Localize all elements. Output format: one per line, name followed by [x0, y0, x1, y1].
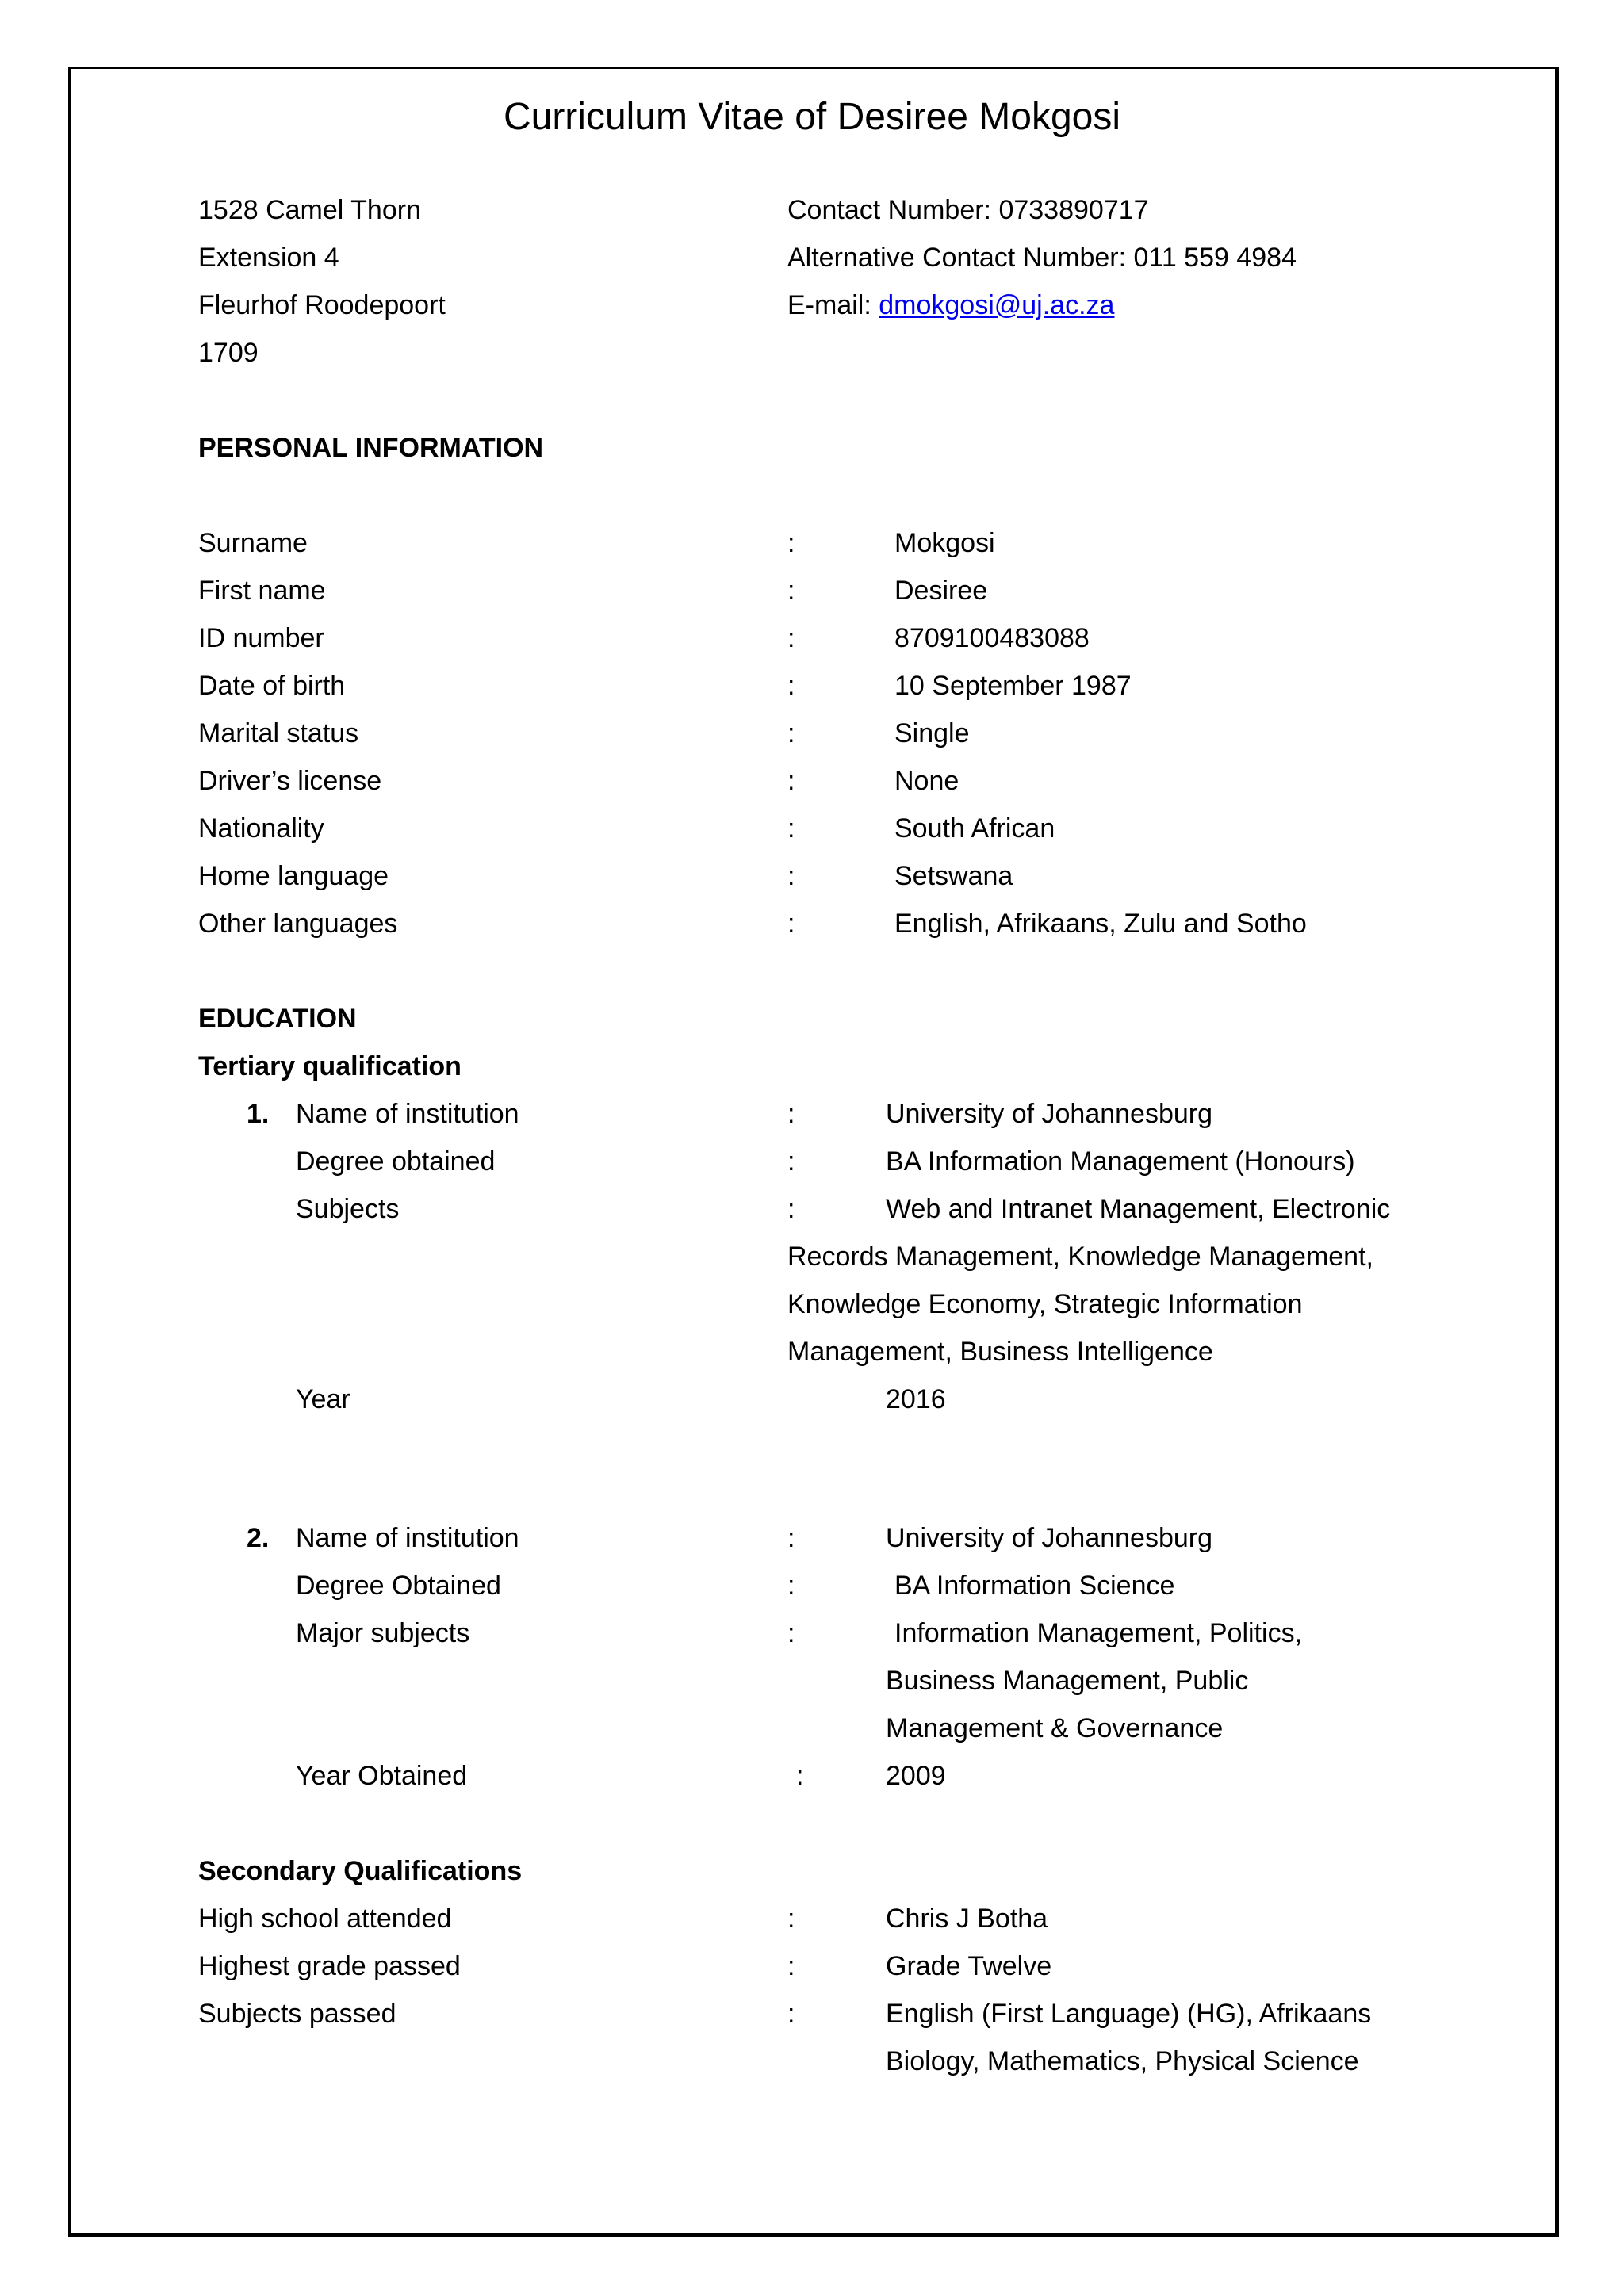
- field-label: First name: [198, 576, 326, 606]
- field-separator: :: [787, 1099, 795, 1129]
- qualification-number: 2.: [247, 1523, 270, 1553]
- field-value: Setswana: [894, 861, 1013, 891]
- qualification-number: 1.: [247, 1099, 270, 1129]
- field-separator: :: [787, 671, 795, 701]
- field-label: Driver’s license: [198, 766, 382, 796]
- field-value: University of Johannesburg: [886, 1099, 1213, 1129]
- address-line: 1528 Camel Thorn: [198, 195, 421, 225]
- field-label: Nationality: [198, 813, 324, 844]
- contact-number-row: [787, 194, 1149, 226]
- subjects-line: Knowledge Economy, Strategic Information: [787, 1289, 1303, 1319]
- alt-contact-row: [787, 242, 1297, 274]
- field-value: 10 September 1987: [894, 671, 1132, 701]
- field-separator: :: [787, 1904, 795, 1934]
- field-separator: :: [787, 1194, 795, 1224]
- subjects-line: Web and Intranet Management, Electronic: [886, 1194, 1391, 1224]
- field-separator: :: [787, 861, 795, 891]
- field-separator: :: [787, 718, 795, 748]
- field-separator: :: [787, 1146, 795, 1177]
- field-label: Subjects passed: [198, 1999, 396, 2029]
- field-value: BA Information Science: [894, 1571, 1175, 1601]
- field-separator: :: [787, 813, 795, 844]
- contact-number-label: Contact Number:: [787, 195, 991, 225]
- subjects-line: Records Management, Knowledge Management,: [787, 1242, 1373, 1272]
- address-line: 1709: [198, 338, 259, 368]
- field-value: Mokgosi: [894, 528, 995, 558]
- field-label: Other languages: [198, 909, 398, 939]
- document-title: Curriculum Vitae of Desiree Mokgosi: [503, 96, 1121, 138]
- field-value: University of Johannesburg: [886, 1523, 1213, 1553]
- field-separator: :: [787, 1951, 795, 1981]
- subjects-line: Biology, Mathematics, Physical Science: [886, 2046, 1359, 2076]
- field-value: 8709100483088: [894, 623, 1090, 653]
- field-label: Highest grade passed: [198, 1951, 461, 1981]
- field-value: Desiree: [894, 576, 988, 606]
- field-separator: :: [787, 1523, 795, 1553]
- field-value: None: [894, 766, 959, 796]
- field-label: Name of institution: [296, 1099, 519, 1129]
- alt-contact-label: Alternative Contact Number:: [787, 243, 1127, 273]
- address-line: Extension 4: [198, 243, 339, 273]
- subjects-line: English (First Language) (HG), Afrikaans: [886, 1999, 1372, 2029]
- field-value: Grade Twelve: [886, 1951, 1052, 1981]
- personal-info-heading: PERSONAL INFORMATION: [198, 433, 544, 463]
- field-separator: :: [787, 1571, 795, 1601]
- field-label: Degree obtained: [296, 1146, 496, 1177]
- field-value: Single: [894, 718, 970, 748]
- field-separator: :: [796, 1761, 804, 1791]
- field-label: Surname: [198, 528, 308, 558]
- field-separator: :: [787, 623, 795, 653]
- field-value: English, Afrikaans, Zulu and Sotho: [894, 909, 1307, 939]
- field-value: BA Information Management (Honours): [886, 1146, 1355, 1177]
- field-separator: :: [787, 528, 795, 558]
- education-heading: EDUCATION: [198, 1004, 357, 1034]
- field-label: High school attended: [198, 1904, 452, 1934]
- field-value: 2016: [886, 1384, 946, 1414]
- email-row: [787, 289, 1114, 321]
- field-label: Major subjects: [296, 1618, 470, 1648]
- subjects-line: Management, Business Intelligence: [787, 1337, 1213, 1367]
- email-label: E-mail:: [787, 290, 871, 320]
- field-label: Year: [296, 1384, 350, 1414]
- field-label: ID number: [198, 623, 324, 653]
- subjects-line: Information Management, Politics,: [894, 1618, 1303, 1648]
- field-separator: :: [787, 1999, 795, 2029]
- field-separator: :: [787, 576, 795, 606]
- subjects-line: Management & Governance: [886, 1713, 1224, 1743]
- field-label: Subjects: [296, 1194, 400, 1224]
- field-label: Home language: [198, 861, 389, 891]
- field-label: Year Obtained: [296, 1761, 468, 1791]
- field-value: South African: [894, 813, 1055, 844]
- field-label: Name of institution: [296, 1523, 519, 1553]
- contact-number: 0733890717: [998, 195, 1149, 225]
- field-separator: :: [787, 1618, 795, 1648]
- email-link[interactable]: dmokgosi@uj.ac.za: [879, 290, 1115, 320]
- address-line: Fleurhof Roodepoort: [198, 290, 446, 320]
- field-separator: :: [787, 766, 795, 796]
- field-value: 2009: [886, 1761, 946, 1791]
- subjects-line: Business Management, Public: [886, 1666, 1249, 1696]
- alt-contact-number: 011 559 4984: [1133, 243, 1297, 273]
- field-value: Chris J Botha: [886, 1904, 1048, 1934]
- field-label: Date of birth: [198, 671, 346, 701]
- field-label: Marital status: [198, 718, 359, 748]
- tertiary-heading: Tertiary qualification: [198, 1051, 462, 1081]
- field-label: Degree Obtained: [296, 1571, 501, 1601]
- field-separator: :: [787, 909, 795, 939]
- secondary-heading: Secondary Qualifications: [198, 1856, 523, 1886]
